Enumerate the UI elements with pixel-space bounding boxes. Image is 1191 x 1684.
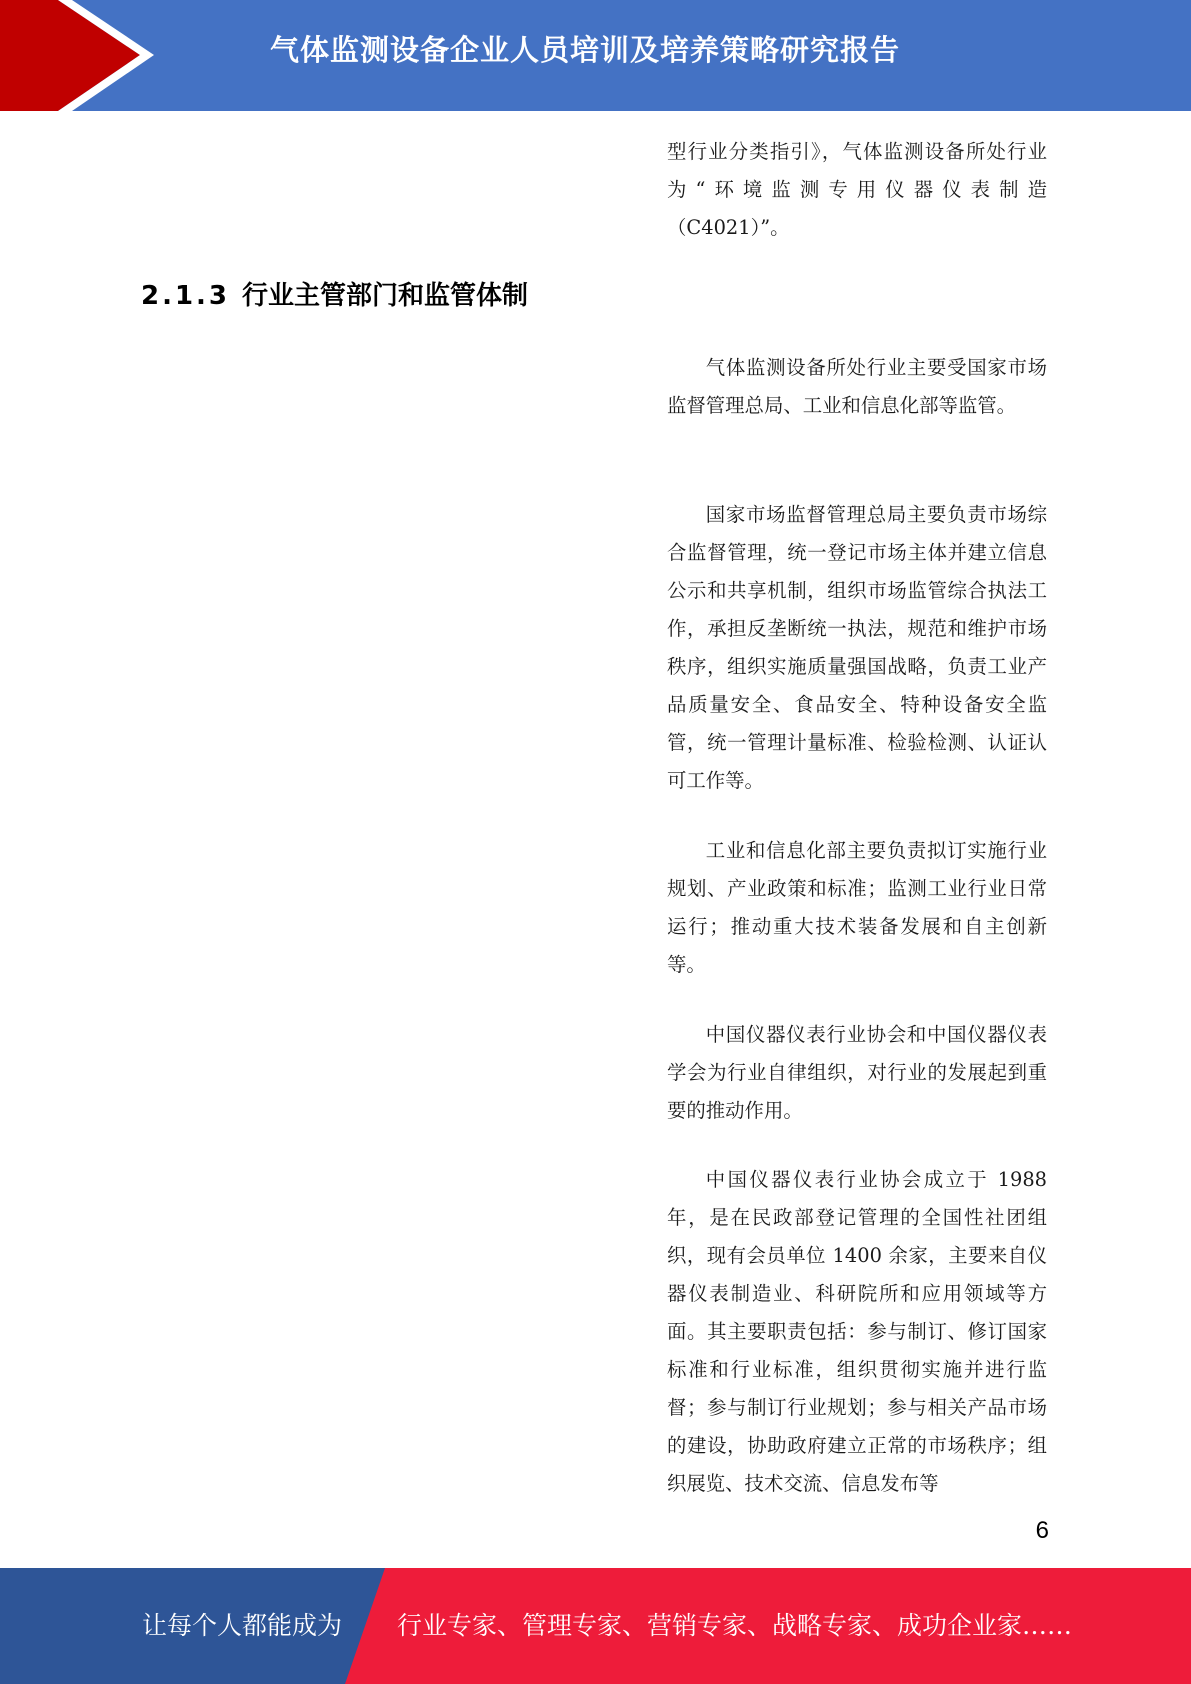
paragraph-self-regulatory <box>667 1016 1047 1130</box>
paragraph-regulators <box>667 349 1047 425</box>
header-banner <box>0 0 1191 111</box>
paragraph-continuation <box>667 133 1047 247</box>
paragraph-text: 型行业分类指引》，气体监测设备所处行业为“环境监测专用仪器仪表制造（C4021）”。 <box>667 140 1047 239</box>
paragraph-text: 中国仪器仪表行业协会成立于 1988 年，是在民政部登记管理的全国性社团组织，现有会员单位 1400 余家，主要来自仪器仪表制造业、科研院所和应用领域等方面。其主要职责包括：参与制订、修订国家标准和行业标准，组织贯彻实施并进行监督；参与制订行业规划；参与相关产品市场的建设，协助政府建立正常的市场秩序；组织展览、技术交流、信息发布等 <box>667 1168 1047 1495</box>
paragraph-samr <box>667 496 1047 800</box>
header-chevron-decoration <box>0 0 160 111</box>
footer-banner <box>0 1568 1191 1684</box>
paragraph-text: 气体监测设备所处行业主要受国家市场监督管理总局、工业和信息化部等监管。 <box>667 356 1047 417</box>
section-title: 行业主管部门和监管体制 <box>242 281 529 311</box>
paragraph-cima <box>667 1161 1047 1503</box>
footer-slogan-left: 让每个人都能成为 <box>142 1611 343 1640</box>
page-number: 6 <box>1035 1517 1049 1544</box>
paragraph-text: 工业和信息化部主要负责拟订实施行业规划、产业政策和标准；监测工业行业日常运行；推动重大技术装备发展和自主创新等。 <box>667 839 1047 976</box>
section-number: 2.1.3 <box>141 281 231 311</box>
footer-slogan-right: 行业专家、管理专家、营销专家、战略专家、成功企业家…… <box>397 1611 1073 1640</box>
report-title: 气体监测设备企业人员培训及培养策略研究报告 <box>270 33 901 67</box>
paragraph-text: 国家市场监督管理总局主要负责市场综合监督管理，统一登记市场主体并建立信息公示和共享机制，组织市场监管综合执法工作，承担反垄断统一执法，规范和维护市场秩序，组织实施质量强国战略，负责工业产品质量安全、食品安全、特种设备安全监管，统一管理计量标准、检验检测、认证认可工作等。 <box>667 503 1047 792</box>
section-heading <box>141 275 528 312</box>
paragraph-miit <box>667 832 1047 984</box>
paragraph-text: 中国仪器仪表行业协会和中国仪器仪表学会为行业自律组织，对行业的发展起到重要的推动作用。 <box>667 1023 1047 1122</box>
